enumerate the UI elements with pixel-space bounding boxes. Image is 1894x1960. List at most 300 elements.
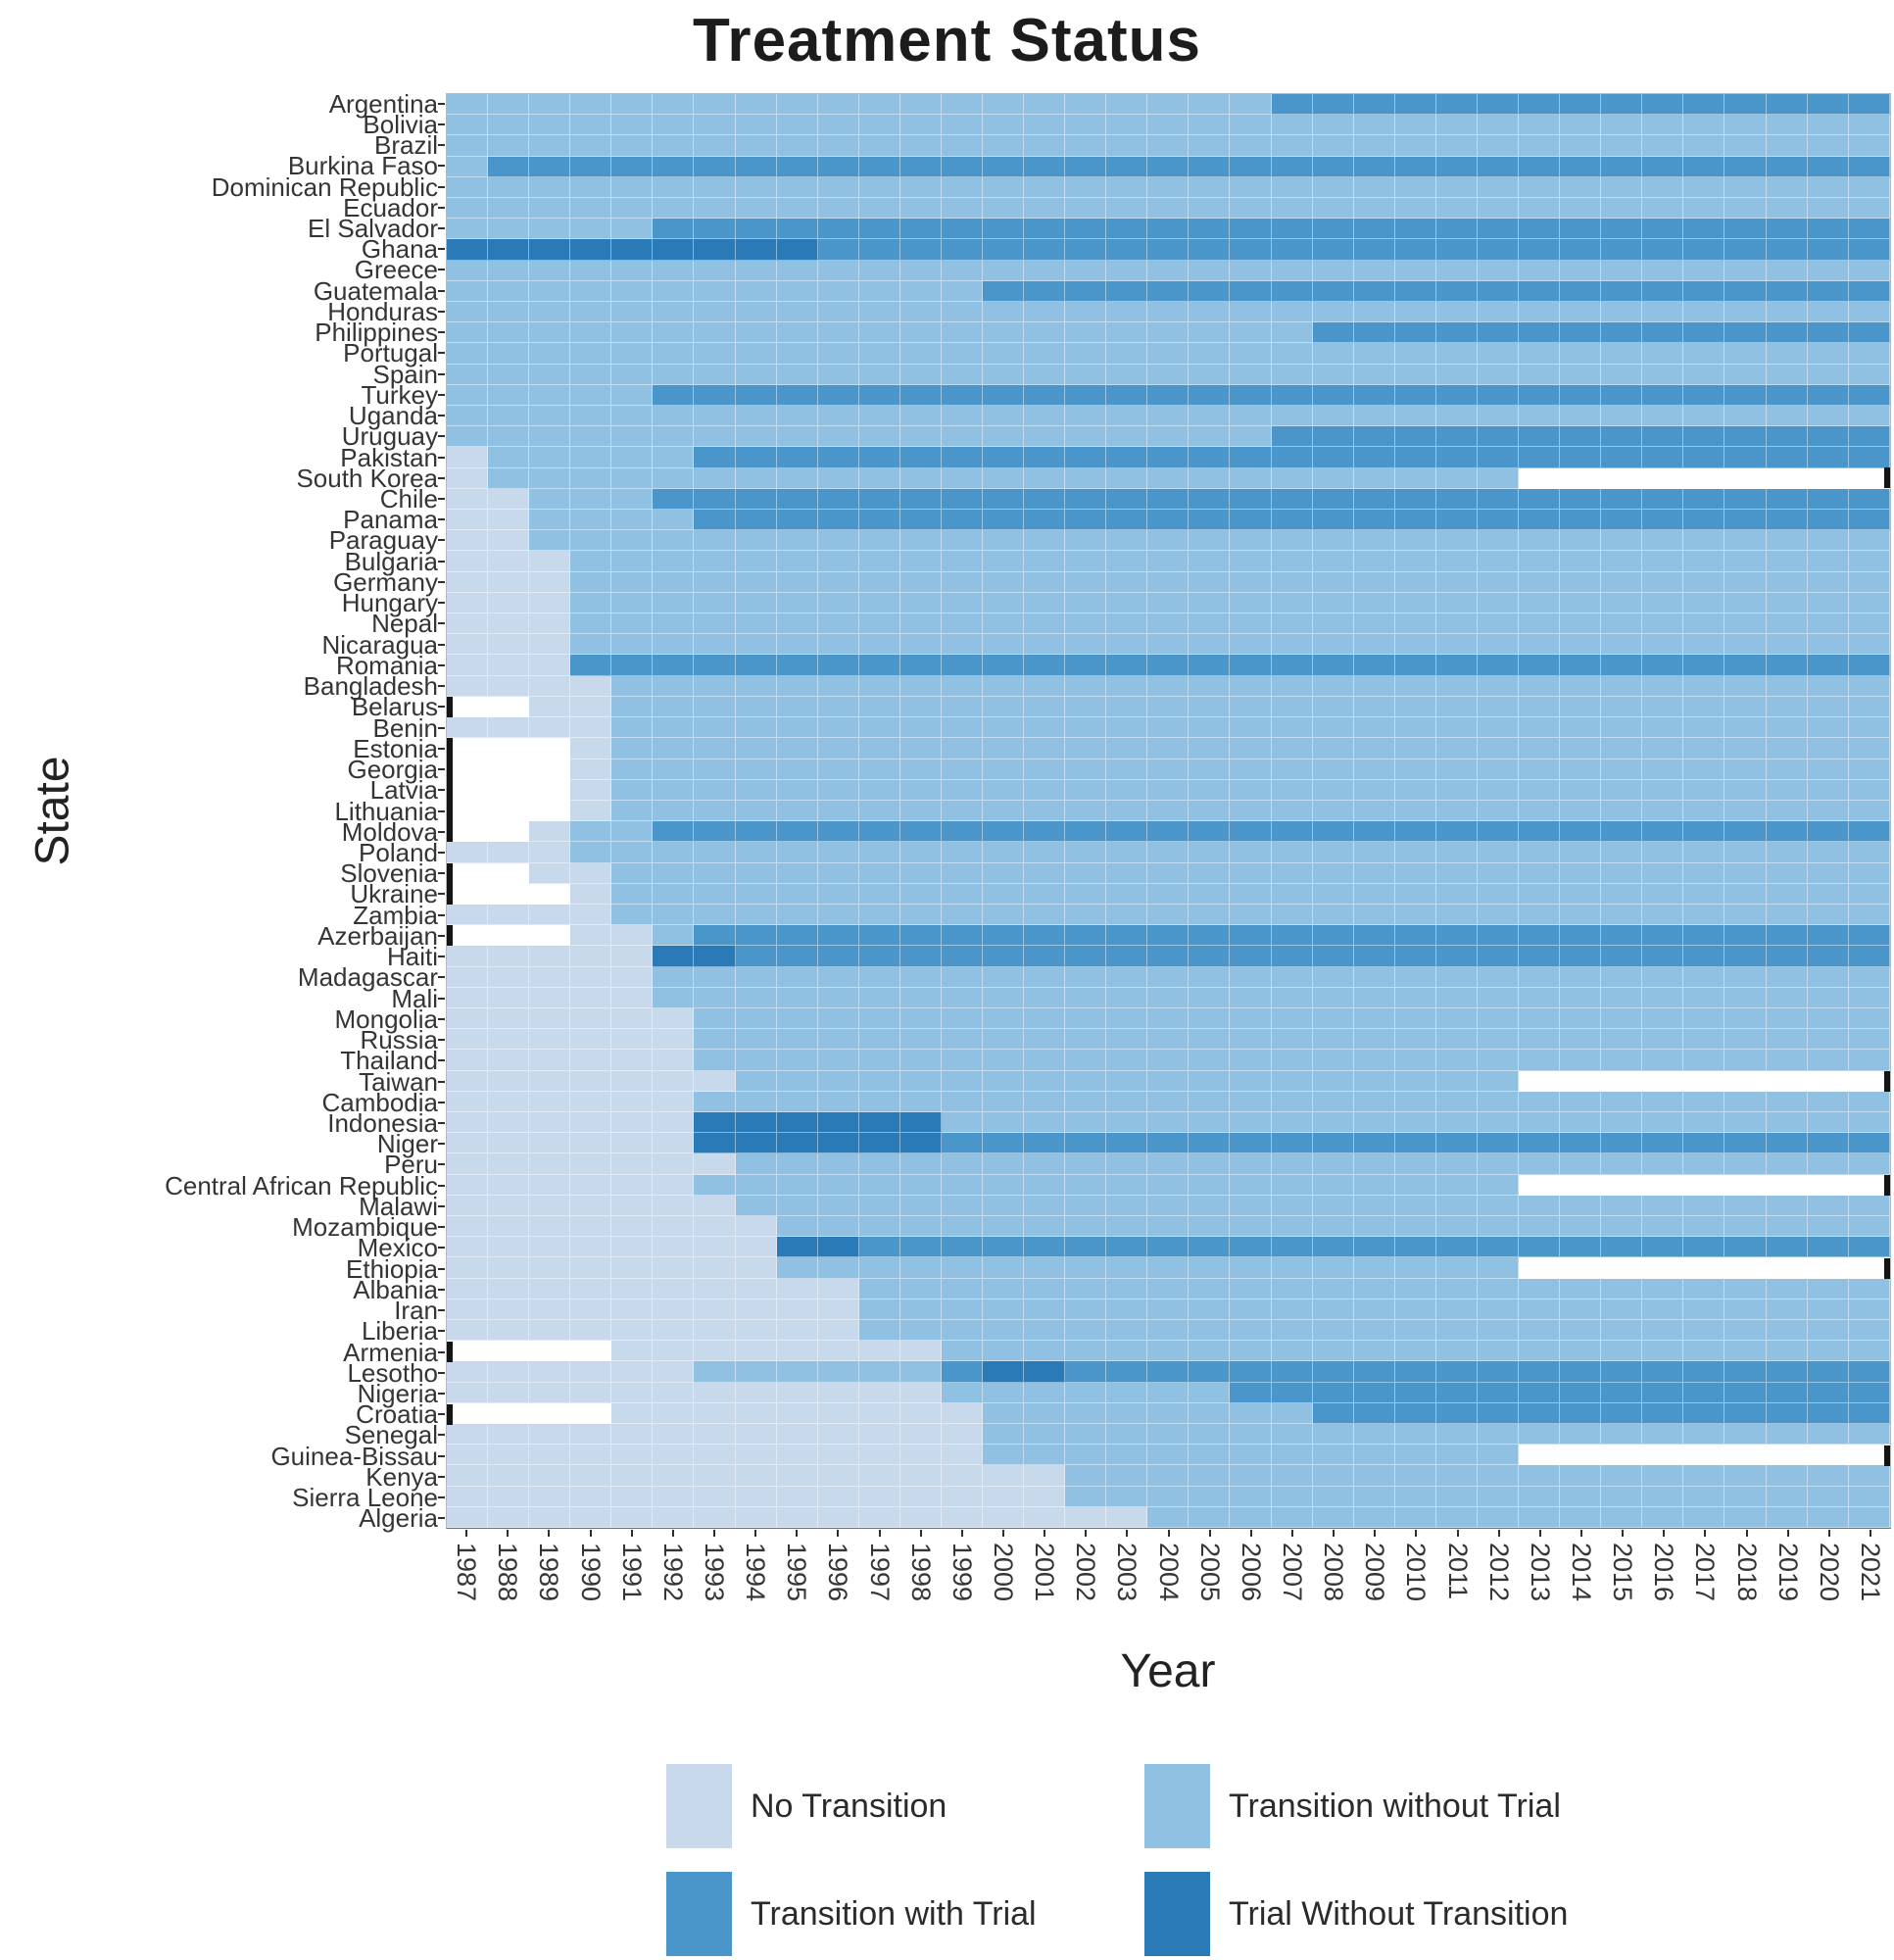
heatmap-row-russia [447,1029,1890,1050]
heatmap-cell [1601,717,1642,738]
heatmap-cell [1436,510,1478,530]
heatmap-cell [1395,738,1436,759]
heatmap-cell [447,1341,488,1361]
heatmap-cell [611,1507,653,1528]
heatmap-cell [1436,1133,1478,1153]
heatmap-cell [1065,1029,1106,1050]
heatmap-cell [529,697,570,717]
heatmap-cell [694,302,735,322]
heatmap-cell [1395,676,1436,697]
heatmap-cell [488,219,529,239]
heatmap-cell [1683,842,1724,862]
heatmap-cell [1808,1403,1849,1424]
heatmap-cell [1601,1465,1642,1486]
heatmap-cell [818,1424,859,1445]
heatmap-cell [1065,1299,1106,1320]
heatmap-cell [1147,94,1189,115]
y-axis-tick [438,103,445,105]
heatmap-cell [570,1341,611,1361]
state-label: Pakistan [340,442,438,472]
heatmap-cell [1272,1257,1313,1278]
heatmap-cell [1024,489,1065,510]
heatmap-cell [1601,1487,1642,1507]
heatmap-row-paraguay [447,530,1890,551]
heatmap-cell [1808,1112,1849,1133]
state-label: Liberia [361,1316,438,1347]
heatmap-cell [529,1008,570,1029]
heatmap-cell [1683,967,1724,988]
heatmap-cell [1230,1487,1271,1507]
heatmap-cell [1767,1299,1808,1320]
heatmap-cell [653,322,694,343]
heatmap-cell [447,426,488,447]
year-label: 2003 [1112,1543,1142,1602]
heatmap-cell [1478,988,1519,1008]
heatmap-cell [1106,1403,1147,1424]
heatmap-cell [1230,988,1271,1008]
heatmap-cell [1683,385,1724,406]
heatmap-cell [736,593,777,613]
year-label: 2006 [1236,1543,1266,1602]
heatmap-cell [1147,988,1189,1008]
heatmap-cell [1313,1383,1354,1403]
heatmap-cell [1147,801,1189,821]
heatmap-cell [611,468,653,489]
heatmap-cell [1601,530,1642,551]
heatmap-cell [1560,821,1601,842]
heatmap-cell [1849,905,1890,925]
heatmap-cell [777,1071,818,1092]
heatmap-cell [1395,551,1436,571]
year-label: 1992 [657,1543,688,1602]
heatmap-cell [1272,676,1313,697]
heatmap-cell [694,115,735,135]
heatmap-cell [653,385,694,406]
heatmap-cell [1065,1320,1106,1341]
y-axis-tick [438,373,445,375]
heatmap-cell [1642,760,1683,780]
heatmap-cell [653,177,694,198]
y-axis-tick [438,1143,445,1145]
heatmap-cell [1230,239,1271,260]
heatmap-cell [694,655,735,675]
heatmap-row-bangladesh [447,676,1890,697]
heatmap-cell [1106,157,1147,177]
heatmap-cell [570,988,611,1008]
heatmap-cell [736,697,777,717]
heatmap-cell [859,1216,900,1237]
heatmap-cell [777,530,818,551]
heatmap-cell [1395,905,1436,925]
heatmap-cell [694,343,735,364]
heatmap-cell [983,842,1024,862]
y-axis-tick [438,352,445,354]
heatmap-cell [1601,365,1642,385]
heatmap-cell [818,551,859,571]
heatmap-cell [900,135,942,156]
heatmap-cell [1189,1153,1230,1174]
heatmap-cell [983,406,1024,426]
y-axis-tick [438,1205,445,1207]
y-axis-tick [438,852,445,854]
heatmap-cell [1106,1092,1147,1112]
heatmap-cell [1436,551,1478,571]
heatmap-cell [942,1445,983,1465]
heatmap-cell [529,738,570,759]
heatmap-cell [611,302,653,322]
year-label: 1993 [699,1543,729,1602]
heatmap-cell [570,198,611,219]
heatmap-cell [1395,1445,1436,1465]
heatmap-cell [1272,821,1313,842]
heatmap-cell [1395,1133,1436,1153]
heatmap-cell [1767,593,1808,613]
heatmap-cell [1724,1050,1766,1070]
heatmap-cell [447,697,488,717]
heatmap-cell [694,510,735,530]
heatmap-cell [983,177,1024,198]
heatmap-cell [1147,780,1189,801]
heatmap-cell [983,925,1024,946]
heatmap-cell [529,1216,570,1237]
heatmap-cell [529,343,570,364]
heatmap-cell [859,1196,900,1216]
heatmap-cell [1808,1507,1849,1528]
year-label: 1989 [534,1543,564,1602]
heatmap-cell [983,261,1024,281]
heatmap-cell [1024,572,1065,593]
heatmap-cell [1808,572,1849,593]
heatmap-cell [900,530,942,551]
heatmap-cell [1147,697,1189,717]
heatmap-cell [529,634,570,655]
heatmap-cell [653,530,694,551]
heatmap-cell [1519,219,1560,239]
heatmap-cell [1642,1257,1683,1278]
heatmap-cell [1065,1216,1106,1237]
y-axis-tick [438,123,445,125]
heatmap-row-ethiopia [447,1257,1890,1278]
heatmap-cell [1436,468,1478,489]
heatmap-cell [1354,780,1395,801]
heatmap-cell [736,1071,777,1092]
heatmap-cell [1147,302,1189,322]
heatmap-cell [736,634,777,655]
heatmap-cell [1230,1299,1271,1320]
heatmap-cell [1601,988,1642,1008]
heatmap-cell [1560,1507,1601,1528]
heatmap-cell [1849,489,1890,510]
heatmap-cell [1189,717,1230,738]
heatmap-row-south-korea [447,468,1890,489]
heatmap-cell [1642,1279,1683,1299]
heatmap-cell [1065,1237,1106,1257]
heatmap-cell [529,115,570,135]
heatmap-cell [1024,365,1065,385]
heatmap-cell [1642,489,1683,510]
heatmap-cell [488,760,529,780]
heatmap-cell [1065,219,1106,239]
heatmap-cell [1272,510,1313,530]
y-axis-tick [438,457,445,459]
heatmap-cell [1147,1383,1189,1403]
heatmap-cell [1313,385,1354,406]
heatmap-cell [818,634,859,655]
year-label: 2001 [1030,1543,1060,1602]
heatmap-cell [447,406,488,426]
heatmap-cell [1519,884,1560,905]
heatmap-cell [1601,572,1642,593]
heatmap-cell [1436,1361,1478,1382]
heatmap-cell [1560,593,1601,613]
heatmap-cell [694,426,735,447]
heatmap-cell [983,115,1024,135]
heatmap-cell [694,1487,735,1507]
heatmap-cell [1395,1029,1436,1050]
heatmap-cell [1230,406,1271,426]
heatmap-cell [777,489,818,510]
heatmap-cell [942,94,983,115]
heatmap-cell [1272,1092,1313,1112]
heatmap-cell [942,530,983,551]
heatmap-cell [570,219,611,239]
y-axis-tick [438,644,445,646]
heatmap-cell [1230,780,1271,801]
heatmap-cell [942,863,983,884]
heatmap-cell [1230,365,1271,385]
heatmap-cell [1395,1153,1436,1174]
heatmap-cell [529,1465,570,1486]
heatmap-cell [1230,530,1271,551]
heatmap-cell [1436,426,1478,447]
heatmap-cell [1230,1445,1271,1465]
heatmap-cell [1601,593,1642,613]
heatmap-cell [653,676,694,697]
heatmap-cell [1767,1029,1808,1050]
heatmap-cell [1189,1196,1230,1216]
heatmap-cell [1808,261,1849,281]
heatmap-cell [1724,447,1766,467]
heatmap-cell [777,1341,818,1361]
heatmap-cell [447,572,488,593]
heatmap-cell [736,1361,777,1382]
heatmap-cell [1189,1257,1230,1278]
heatmap-cell [1147,1071,1189,1092]
heatmap-cell [653,239,694,260]
x-axis-tick [1746,1530,1748,1537]
year-label: 2020 [1814,1543,1844,1602]
heatmap-cell [777,1092,818,1112]
heatmap-cell [859,281,900,302]
heatmap-cell [1272,572,1313,593]
heatmap-cell [529,842,570,862]
heatmap-cell [611,697,653,717]
heatmap-cell [1065,1112,1106,1133]
heatmap-cell [1601,697,1642,717]
heatmap-cell [488,676,529,697]
heatmap-cell [1642,1153,1683,1174]
heatmap-cell [1230,613,1271,634]
heatmap-cell [1024,1237,1065,1257]
heatmap-cell [1808,157,1849,177]
heatmap-cell [900,1465,942,1486]
heatmap-cell [1230,1403,1271,1424]
heatmap-cell [942,884,983,905]
heatmap-cell [1560,655,1601,675]
heatmap-cell [1065,1008,1106,1029]
heatmap-cell [570,946,611,966]
heatmap-cell [529,1196,570,1216]
heatmap-cell [1683,365,1724,385]
heatmap-cell [570,738,611,759]
heatmap-cell [736,1029,777,1050]
heatmap-cell [529,1320,570,1341]
heatmap-cell [1724,135,1766,156]
heatmap-cell [1808,343,1849,364]
heatmap-cell [818,239,859,260]
heatmap-cell [1272,198,1313,219]
heatmap-cell [1683,925,1724,946]
heatmap-cell [1436,239,1478,260]
heatmap-cell [570,447,611,467]
heatmap-cell [1519,406,1560,426]
heatmap-cell [859,925,900,946]
heatmap-cell [942,655,983,675]
heatmap-cell [1478,1424,1519,1445]
heatmap-cell [1601,219,1642,239]
heatmap-cell [1724,717,1766,738]
heatmap-cell [1767,530,1808,551]
heatmap-cell [1230,1112,1271,1133]
heatmap-cell [611,322,653,343]
heatmap-cell [1642,343,1683,364]
heatmap-cell [653,365,694,385]
heatmap-cell [1808,1237,1849,1257]
heatmap-cell [653,760,694,780]
heatmap-cell [818,572,859,593]
heatmap-cell [777,1279,818,1299]
y-axis-tick [438,789,445,791]
heatmap-cell [1519,1279,1560,1299]
heatmap-cell [736,135,777,156]
heatmap-cell [1560,302,1601,322]
heatmap-cell [818,343,859,364]
heatmap-cell [1478,1320,1519,1341]
heatmap-cell [983,426,1024,447]
heatmap-cell [1313,489,1354,510]
heatmap-cell [1272,261,1313,281]
heatmap-cell [1642,1112,1683,1133]
heatmap-cell [859,967,900,988]
heatmap-cell [1478,94,1519,115]
heatmap-cell [447,1133,488,1153]
heatmap-cell [1272,1507,1313,1528]
heatmap-cell [1313,365,1354,385]
heatmap-cell [1395,697,1436,717]
heatmap-row-nicaragua [447,634,1890,655]
heatmap-cell [900,1133,942,1153]
heatmap-cell [1147,219,1189,239]
heatmap-cell [653,1008,694,1029]
heatmap-cell [1230,157,1271,177]
heatmap-row-turkey [447,385,1890,406]
heatmap-cell [694,1175,735,1196]
heatmap-cell [1065,697,1106,717]
heatmap-cell [1642,717,1683,738]
heatmap-cell [1601,281,1642,302]
heatmap-cell [1683,1320,1724,1341]
heatmap-cell [1683,655,1724,675]
heatmap-cell [529,1237,570,1257]
heatmap-cell [570,261,611,281]
heatmap-cell [1106,1361,1147,1382]
heatmap-cell [1065,1445,1106,1465]
state-label: Mexico [357,1233,438,1263]
heatmap-cell [1395,1196,1436,1216]
heatmap-cell [1313,801,1354,821]
heatmap-cell [1354,593,1395,613]
heatmap-cell [1354,634,1395,655]
heatmap-cell [942,1320,983,1341]
heatmap-cell [1230,322,1271,343]
heatmap-cell [1065,426,1106,447]
heatmap-cell [1683,780,1724,801]
heatmap-cell [1767,510,1808,530]
heatmap-cell [983,1507,1024,1528]
heatmap-cell [1147,135,1189,156]
heatmap-cell [1395,801,1436,821]
heatmap-cell [1601,261,1642,281]
heatmap-cell [942,988,983,1008]
heatmap-cell [488,1153,529,1174]
heatmap-cell [1808,1424,1849,1445]
x-axis-tick [713,1530,715,1537]
heatmap-cell [1189,967,1230,988]
heatmap-cell [1230,385,1271,406]
heatmap-cell [1189,863,1230,884]
heatmap-cell [694,1465,735,1486]
heatmap-cell [1601,177,1642,198]
heatmap-cell [1642,738,1683,759]
heatmap-cell [1767,281,1808,302]
heatmap-cell [942,322,983,343]
heatmap-cell [1065,530,1106,551]
heatmap-cell [611,821,653,842]
heatmap-row-nigeria [447,1383,1890,1403]
heatmap-cell [736,738,777,759]
heatmap-cell [1601,157,1642,177]
heatmap-cell [1024,1257,1065,1278]
heatmap-cell [611,1092,653,1112]
heatmap-cell [1024,1341,1065,1361]
year-label: 2002 [1071,1543,1101,1602]
heatmap-cell [1808,530,1849,551]
heatmap-cell [1724,863,1766,884]
heatmap-cell [1065,676,1106,697]
heatmap-cell [488,489,529,510]
heatmap-cell [1683,447,1724,467]
heatmap-cell [611,1029,653,1050]
heatmap-cell [818,281,859,302]
heatmap-cell [488,572,529,593]
heatmap-cell [1478,884,1519,905]
heatmap-cell [1272,489,1313,510]
heatmap-cell [859,676,900,697]
heatmap-cell [1849,177,1890,198]
heatmap-cell [1272,115,1313,135]
heatmap-cell [653,1133,694,1153]
heatmap-cell [1189,343,1230,364]
